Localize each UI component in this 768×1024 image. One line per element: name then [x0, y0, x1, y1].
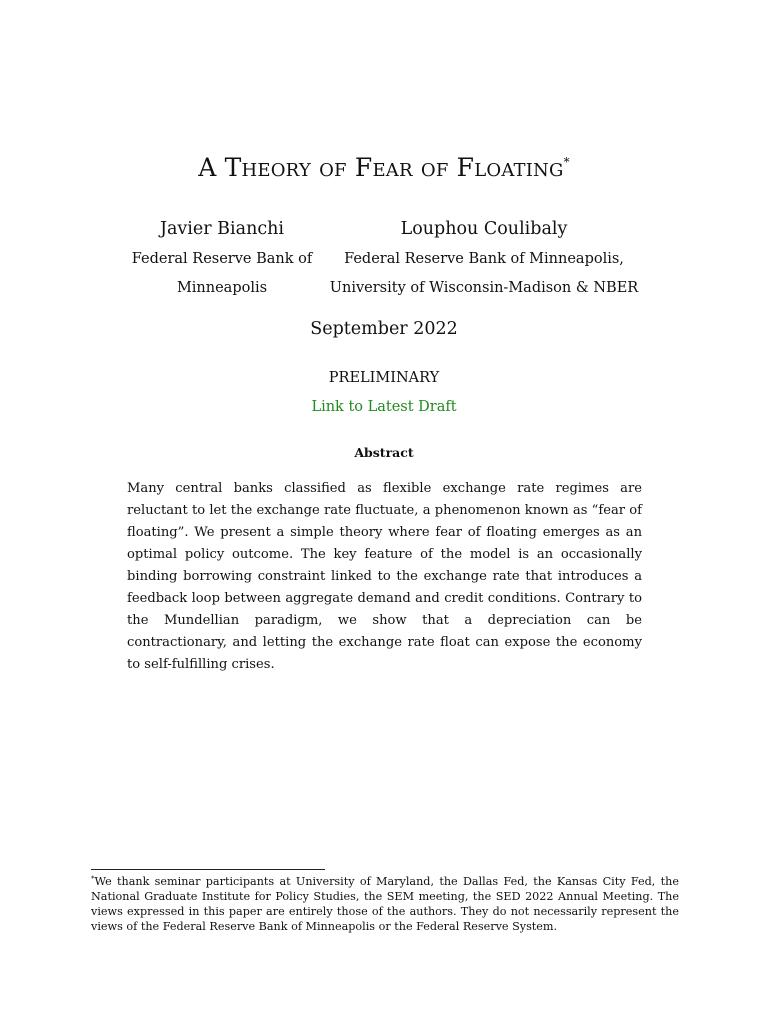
status-label: PRELIMINARY: [328, 370, 440, 386]
footnote-marker: *: [91, 875, 95, 883]
affiliation-line: Federal Reserve Bank of: [131, 251, 313, 267]
author-name-2: Louphou Coulibaly: [400, 219, 568, 239]
author-name-1: Javier Bianchi: [159, 219, 285, 239]
author-affiliation-1: [112, 245, 332, 303]
footnote-text: We thank seminar participants at University of Maryland, the Dallas Fed, the Kansas City Fed, the National Graduate Institute for Policy Studies, the SEM meeting, the SED 2022 Annual Meeting. The views expressed in this paper are entirely those of the authors. They do not necessarily represent the views of the Federal Reserve Bank of Minneapolis or the Federal Reserve System.: [91, 875, 679, 933]
footnote-rule: [91, 869, 325, 870]
affiliation-line: Minneapolis: [176, 280, 268, 296]
abstract-body: Many central banks classified as flexible exchange rate regimes are reluctant to let the exchange rate fluctuate, a phenomenon known as “fear of floating”. We present a simple theory where fear of floating emerges as an optimal policy outcome. The key feature of the model is an occasionally binding borrowing constraint linked to the exchange rate that introduces a feedback loop between aggregate demand and credit conditions. Contrary to the Mundellian paradigm, we show that a depreciation can be contractionary, and letting the exchange rate float can expose the economy to self-fulfilling crises.: [127, 481, 642, 672]
affiliation-line: University of Wisconsin-Madison & NBER: [329, 280, 639, 296]
paper-title-text: A Theory of Fear of Floating: [198, 153, 564, 182]
paper-date: September 2022: [310, 319, 458, 339]
abstract-heading: Abstract: [354, 445, 414, 460]
title-footnote-marker: *: [563, 155, 570, 169]
author-affiliation-2: [324, 245, 644, 303]
footnote: [91, 872, 679, 934]
paper-title: [0, 153, 768, 182]
affiliation-line: Federal Reserve Bank of Minneapolis,: [344, 251, 624, 267]
latest-draft-link[interactable]: Link to Latest Draft: [311, 399, 457, 415]
